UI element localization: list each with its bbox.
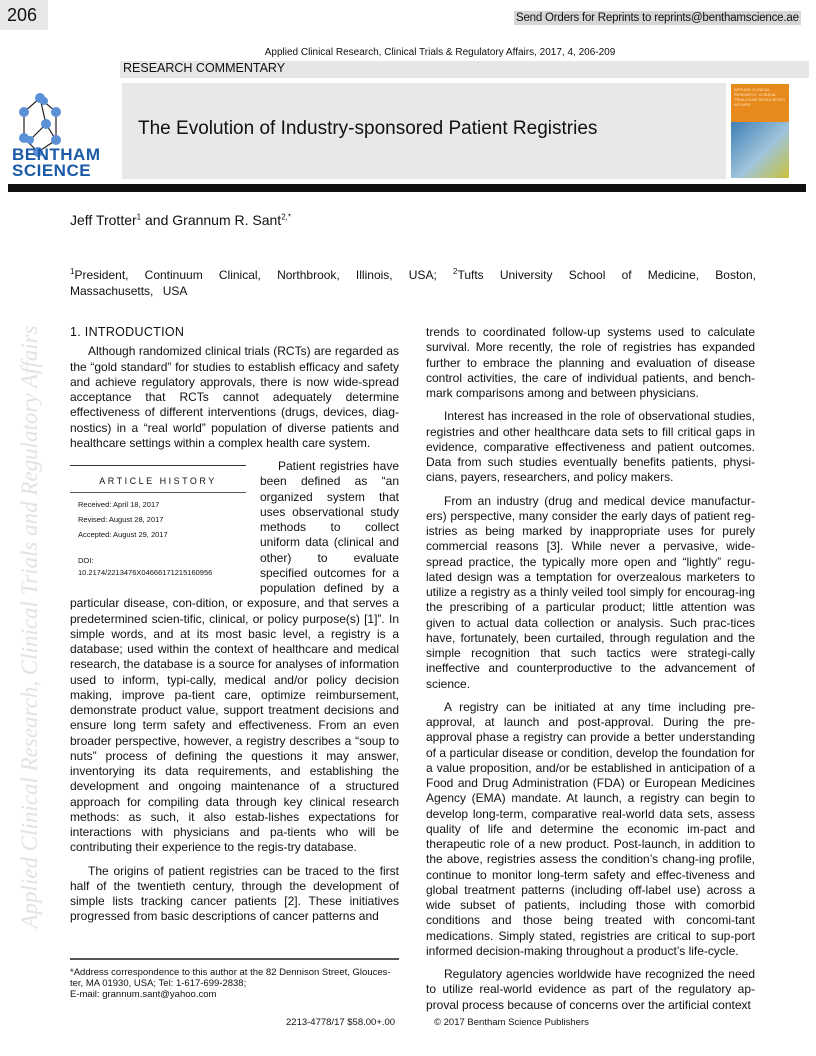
section-label: RESEARCH COMMENTARY [120, 61, 809, 78]
bentham-logo-text [12, 147, 101, 179]
paragraph: Regulatory agencies worldwide have recognized the need to utilize real-world evidence as part of the regulatory ap-proval process because of concerns over the artificial context [426, 967, 755, 1012]
author-1: Jeff Trotter [70, 212, 137, 228]
article-history [70, 465, 246, 578]
journal-citation: Applied Clinical Research, Clinical Trials & Regulatory Affairs, 2017, 4, 206-209 [264, 47, 616, 58]
doi-label: DOI: [78, 556, 94, 565]
page-number: 206 [0, 0, 48, 30]
paragraph: The origins of patient registries can be traced to the first half of the twentieth century, through the development of simple lists tracking cancer patients [2]. These initiatives progressed from basic descriptions of cancer patterns and [70, 863, 399, 924]
reprint-notice: Send Orders for Reprints to reprints@benthamscience.ae [516, 12, 799, 24]
accepted-date: Accepted: August 29, 2017 [78, 530, 168, 539]
right-column [426, 325, 755, 1021]
article-history-heading: ARTICLE HISTORY [70, 466, 246, 493]
paragraph: A registry can be initiated at any time including pre-approval, at launch and post-approval. During the pre-approval phase a registry can provide a better understanding of a particular disease or condition, develop the foundation for a value proposition, and/or be established in anticipation of a Food and Drug Administration (FDA) or European Medicines Agency (EMA) mandate. At launch, a registry can begin to develop long-term, comparative real-world data sets, assess quality of life and determine the economic im-pact and therapeutic role of a new product. Post-launch, in addition to the above, registries assess the condition’s chang-ing profile, continue to monitor long-term safety and effec-tiveness and global treatment patterns (including off-label use) across a wide subset of patients, including those with comorbid conditions and those being treated with concomi-tant medications. Simply stated, registries are critical to sup-port informed decision-making throughout a product’s life-cycle. [426, 699, 755, 958]
doi-link[interactable]: 10.2174/2213476X04666171215160956 [78, 568, 213, 577]
received-date: Received: April 18, 2017 [78, 500, 160, 509]
paragraph: From an industry (drug and medical device manufactur-ers) perspective, many consider the early days of patient reg-istries as being marked by inappropriate uses for purely commercial reasons [3]. While never a pervasive, wide-spread practice, the typically more open and “lightly” regu-lated design was a temptation for overzealous marketers to utilize a registry as a thinly veiled tool simply for encourag-ing the prescribing of a particular product; little attention was given to actual data collection or analysis. Such prac-tices have, fortunately, been curtailed, through regulation and the simple recognition that such tactics were strategi-cally ineffective and counterproductive to the advancement of science. [426, 493, 755, 691]
authors [70, 212, 291, 228]
paragraph: Although randomized clinical trials (RCTs) are regarded as the “gold standard” for studies to establish efficacy and safety and achieve regulatory approvals, there is now wide-spread acceptance that RCTs cannot adequately determine effectiveness of different interventions (drugs, devices, diag-nostics) in a “real world” population of diverse patients and healthcare settings within a complex health care system. [70, 344, 399, 450]
author-1-sup: 1 [136, 212, 142, 222]
affiliations [70, 264, 756, 299]
paragraph: Interest has increased in the role of observational studies, registries and other healthcare data sets to fill critical gaps in evidence, comparative effectiveness and patient outcomes. Data from such studies eventually benefits patients, physi-cians, payers, researchers, and policy makers. [426, 409, 755, 485]
footnote-address: *Address correspondence to this author at the 82 Dennison Street, Glouces-ter, MA 01930, USA; Tel: 1-617-699-2838; [70, 967, 391, 989]
author-2: and Grannum R. Sant [141, 212, 282, 228]
paragraph: Patient registries have been defined as “an organized system that uses observational study methods to collect uniform data (clinical and other) to evaluate specified outcomes for a population defined by a particular disease, con-dition, or exposure, and that serves a predetermined scien-tific, clinical, or policy purpose(s) [1]”. In simple words, and at its most basic level, a registry is a database; used within the context of healthcare and medical research, the database is a source for analyses of information used to inform, typi-cally, medical and/or policy decision making, improve pa-tient care, optimize reimbursement, demonstrate product value, support treatment decisions and ensure long term safety and effectiveness. From an even broader perspective, however, a registry describes a “soup to nuts” process of defining the questions it may answer, inventorying its data requirements, and establishing the development and ongoing maintenance of a structured approach for compiling data through key clinical research methods: as such, it also estab-lishes expectations for interactions with physicians and pa-tients who will be contributing their experience to the regis-try database. [70, 459, 399, 855]
author-2-sup: 2,* [281, 212, 291, 222]
left-column [70, 325, 399, 933]
affil-1: President, Continuum Clinical, Northbrook, Illinois, USA; [74, 268, 453, 282]
correspondence-footnote [70, 958, 399, 1000]
affil-sup-1: 1 [70, 267, 75, 276]
article-title: The Evolution of Industry-sponsored Patient Registries [138, 118, 598, 139]
journal-watermark: Applied Clinical Research, Clinical Trials and Regulatory Affairs [17, 325, 42, 929]
cover-title: APPLIED CLINICAL RESEARCH, CLINICAL TRIALS AND REGULATORY AFFAIRS [731, 84, 789, 122]
footer-copyright: © 2017 Bentham Science Publishers [434, 1017, 589, 1028]
footer-issn: 2213-4778/17 $58.00+.00 [286, 1017, 396, 1028]
section-heading-introduction: 1. INTRODUCTION [70, 325, 185, 339]
journal-cover-image [731, 84, 789, 178]
footnote-email[interactable]: E-mail: grannum.sant@yahoo.com [70, 989, 217, 1000]
paragraph: trends to coordinated follow-up systems used to calculate survival. More recently, the role of registries has expanded further to embrace the planning and evaluation of disease control activities, the care of individual patients, and bench-mark comparisons among and between physicians. [426, 325, 755, 400]
logo-line-2: SCIENCE [12, 161, 92, 180]
affil-sup-2: 2 [452, 267, 458, 276]
revised-date: Revised: August 28, 2017 [78, 515, 164, 524]
affil-2: Tufts University School of Medicine, Boston, Massachusetts, USA [70, 268, 756, 298]
logo-line-1: BENTHAM [12, 145, 101, 164]
header-rule [8, 184, 806, 192]
